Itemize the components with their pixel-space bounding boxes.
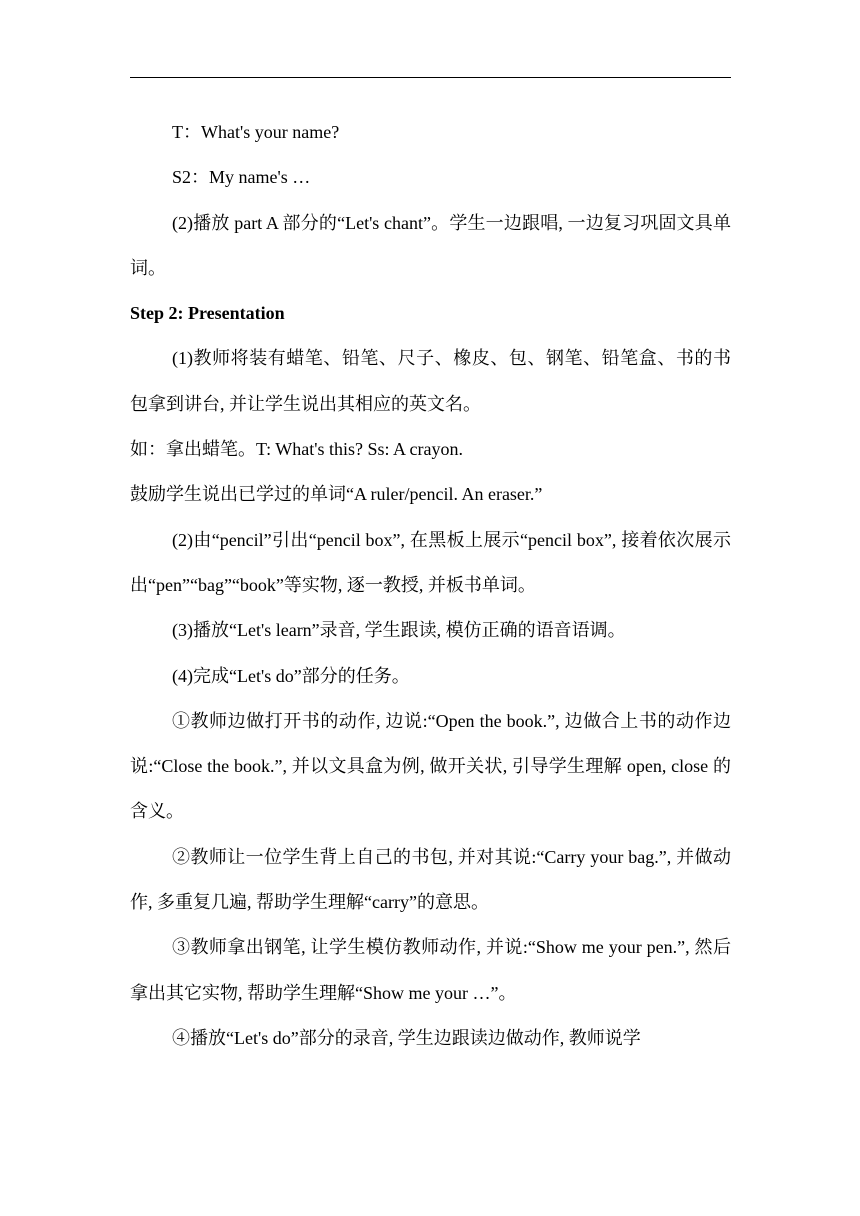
dialogue-line-teacher: T：What's your name? xyxy=(172,122,340,142)
paragraph-step-2: (2)由“pencil”引出“pencil box”, 在黑板上展示“pencil box”, 接着依次展示出“pen”“bag”“book”等实物, 逐一教授, 并板书单词。 xyxy=(130,529,731,595)
paragraph-item-2: ②教师让一位学生背上自己的书包, 并对其说:“Carry your bag.”, 并做动作, 多重复几遍, 帮助学生理解“carry”的意思。 xyxy=(130,846,731,913)
paragraph-encourage: 鼓励学生说出已学过的单词“A ruler/pencil. An eraser.” xyxy=(130,484,543,505)
paragraph-example: 如：拿出蜡笔。T: What's this? Ss: A crayon. xyxy=(130,439,463,460)
paragraph-step-1: (1)教师将装有蜡笔、铅笔、尺子、橡皮、包、钢笔、铅笔盒、书的书包拿到讲台, 并让学生说出其相应的英文名。 xyxy=(130,348,731,414)
paragraph-step-3: (3)播放“Let's learn”录音, 学生跟读, 模仿正确的语音语调。 xyxy=(172,620,626,641)
section-heading: Step 2: Presentation xyxy=(130,303,285,324)
paragraph-item-1: ①教师边做打开书的动作, 边说:“Open the book.”, 边做合上书的动作边说:“Close the book.”, 并以文具盒为例, 做开关状, 引导学生理解 open, close 的含义。 xyxy=(130,710,731,822)
paragraph-item-3: ③教师拿出钢笔, 让学生模仿教师动作, 并说:“Show me your pen.”, 然后拿出其它实物, 帮助学生理解“Show me your …”。 xyxy=(130,937,731,1003)
paragraph-item-4: ④播放“Let's do”部分的录音, 学生边跟读边做动作, 教师说学 xyxy=(172,1027,641,1048)
header-rule xyxy=(130,77,731,78)
dialogue-line-student: S2：My name's … xyxy=(172,167,311,188)
paragraph-step-4: (4)完成“Let's do”部分的任务。 xyxy=(172,665,410,686)
paragraph-chant: (2)播放 part A 部分的“Let's chant”。学生一边跟唱, 一边复习巩固文具单词。 xyxy=(130,212,731,278)
document-body xyxy=(130,110,731,1061)
